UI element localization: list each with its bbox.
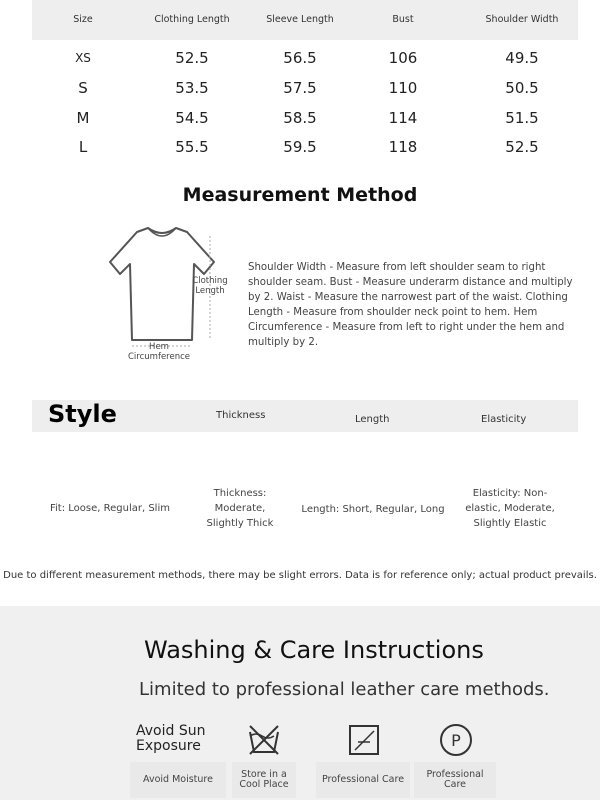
bust-cell: 110 (388, 79, 418, 97)
shoulder-width-cell: 50.5 (505, 79, 539, 97)
shoulder-width-cell: 52.5 (505, 138, 539, 156)
table-row (32, 74, 578, 102)
bust-cell: 106 (388, 49, 418, 67)
size-cell: XS (75, 51, 91, 65)
dry-cleaning-p-icon (432, 720, 480, 760)
style-title: Style (48, 400, 117, 428)
size-table-header (32, 0, 578, 40)
care-label-professional-care-2: Professional Care (414, 762, 496, 798)
length-cell: Length: Short, Regular, Long (301, 504, 445, 515)
no-wash-icon (240, 720, 288, 760)
fit-cell: Fit: Loose, Regular, Slim (50, 503, 170, 514)
clothing-length-label: Clothing Length (192, 276, 228, 296)
header-bust: Bust (392, 14, 414, 25)
measurement-description: Shoulder Width - Measure from left shoulder seam to right shoulder seam. Bust - Measure underarm distance and multiply by 2. Waist - Measure the narrowest part of the waist. Clothing Length - Measure from shoulder neck point to hem. Hem Circumference - Measure from left to right under the hem and multiply by 2. (248, 262, 573, 348)
header-length: Length (355, 414, 390, 425)
table-row (32, 44, 578, 72)
clothing-length-cell: 53.5 (175, 79, 209, 97)
avoid-sun-label: Avoid Sun Exposure (136, 723, 206, 754)
header-size: Size (73, 14, 93, 25)
shoulder-width-cell: 49.5 (505, 49, 539, 67)
size-table (32, 0, 578, 156)
care-label-avoid-moisture: Avoid Moisture (130, 762, 226, 798)
care-title: Washing & Care Instructions (144, 636, 484, 664)
care-subtitle: Limited to professional leather care methods. (139, 679, 550, 700)
size-cell: M (76, 109, 90, 127)
header-sleeve-length: Sleeve Length (266, 14, 334, 25)
thickness-cell: Thickness: Moderate, Slightly Thick (206, 488, 274, 529)
no-tumble-dry-icon (340, 720, 388, 760)
care-label-cool-place: Store in a Cool Place (232, 762, 296, 798)
sleeve-length-cell: 57.5 (283, 79, 317, 97)
header-shoulder-width: Shoulder Width (485, 14, 559, 25)
size-cell: S (78, 79, 88, 97)
size-cell: L (78, 138, 88, 156)
table-row (32, 133, 578, 161)
hem-circumference-label: Hem Circumference (128, 342, 190, 362)
shoulder-width-cell: 51.5 (505, 109, 539, 127)
clothing-length-cell: 52.5 (175, 49, 209, 67)
header-clothing-length: Clothing Length (154, 14, 230, 25)
disclaimer-note: Due to different measurement methods, there may be slight errors. Data is for reference only; actual product prevails. (3, 570, 597, 581)
clothing-length-cell: 54.5 (175, 109, 209, 127)
clothing-length-cell: 55.5 (175, 138, 209, 156)
svg-text:P: P (451, 731, 461, 750)
sleeve-length-cell: 58.5 (283, 109, 317, 127)
header-elasticity: Elasticity (481, 414, 527, 425)
bust-cell: 114 (388, 109, 418, 127)
table-row (32, 104, 578, 132)
bust-cell: 118 (388, 138, 418, 156)
sleeve-length-cell: 59.5 (283, 138, 317, 156)
care-label-professional-care: Professional Care (316, 762, 410, 798)
header-thickness: Thickness (216, 410, 266, 421)
measurement-title: Measurement Method (182, 184, 418, 206)
elasticity-cell: Elasticity: Non-elastic, Moderate, Slightly Elastic (465, 488, 555, 529)
sleeve-length-cell: 56.5 (283, 49, 317, 67)
